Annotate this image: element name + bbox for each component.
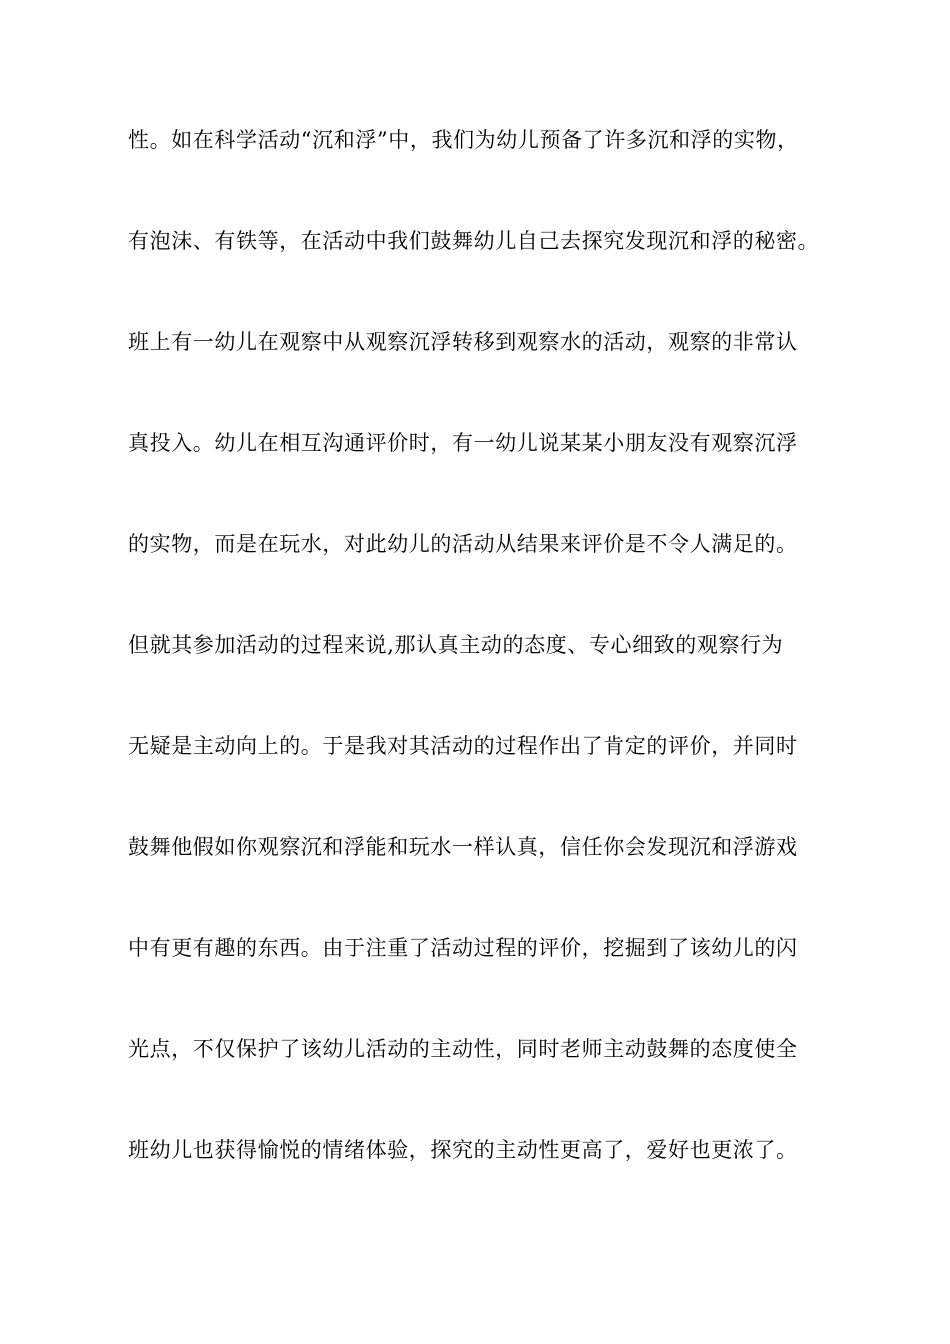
text-line-3: 班上有一幼儿在观察中从观察沉浮转移到观察水的活动，观察的非常认 [128,330,798,354]
text-line-11: 班幼儿也获得愉悦的情绪体验，探究的主动性更高了，爱好也更浓了。 [128,1138,798,1162]
text-line-2: 有泡沫、有铁等，在活动中我们鼓舞幼儿自己去探究发现沉和浮的秘密。 [128,229,820,253]
text-line-9: 中有更有趣的东西。由于注重了活动过程的评价，挖掘到了该幼儿的闪 [128,936,798,960]
text-line-5: 的实物，而是在玩水，对此幼儿的活动从结果来评价是不令人满足的。 [128,532,798,556]
text-line-8: 鼓舞他假如你观察沉和浮能和玩水一样认真，信任你会发现沉和浮游戏 [128,835,798,859]
body-text [128,118,828,1229]
text-line-6: 但就其参加活动的过程来说,那认真主动的态度、专心细致的观察行为 [128,633,784,657]
text-line-7: 无疑是主动向上的。于是我对其活动的过程作出了肯定的评价，并同时 [128,734,798,758]
text-line-4: 真投入。幼儿在相互沟通评价时，有一幼儿说某某小朋友没有观察沉浮 [128,431,798,455]
text-line-1: 性。如在科学活动“沉和浮”中，我们为幼儿预备了许多沉和浮的实物， [128,128,799,152]
text-line-10: 光点，不仅保护了该幼儿活动的主动性，同时老师主动鼓舞的态度使全 [128,1037,798,1061]
